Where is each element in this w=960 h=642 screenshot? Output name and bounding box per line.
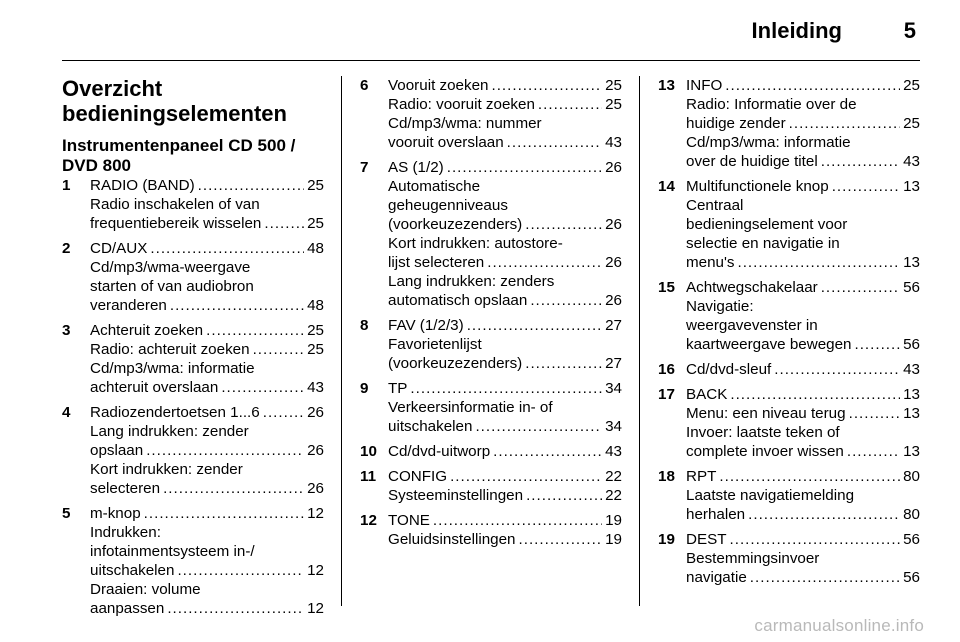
entry-text: INFO — [686, 77, 723, 94]
entry-number: 7 — [360, 159, 369, 176]
dot-leader — [467, 316, 602, 335]
dot-leader — [849, 404, 901, 423]
entry-text: frequentiebereik wisselen — [90, 215, 262, 232]
page-reference: 56 — [903, 336, 920, 353]
entry-line — [90, 378, 324, 397]
section-title-line: bedieningselementen — [62, 101, 287, 126]
entry-text: uitschakelen — [90, 562, 175, 579]
entry-line — [686, 278, 920, 297]
dot-leader — [450, 467, 602, 486]
entry-text: Draaien: volume — [90, 581, 201, 598]
dot-leader — [167, 599, 304, 618]
entry-line — [90, 441, 324, 460]
entry-text: navigatie — [686, 569, 747, 586]
page-reference: 12 — [307, 505, 324, 522]
page-reference: 27 — [605, 355, 622, 372]
dot-leader — [525, 354, 602, 373]
page-reference: 25 — [605, 96, 622, 113]
index-entry — [360, 467, 622, 505]
dot-leader — [854, 335, 900, 354]
entry-text: RPT — [686, 468, 717, 485]
entry-line — [90, 504, 324, 523]
entry-line — [388, 95, 622, 114]
entry-text: opslaan — [90, 442, 144, 459]
column-1 — [62, 76, 324, 624]
entry-line — [686, 486, 920, 505]
entry-text: Vooruit zoeken — [388, 77, 489, 94]
dot-leader — [725, 76, 900, 95]
entry-line — [388, 177, 622, 196]
entry-number: 15 — [658, 279, 675, 296]
entry-line — [686, 114, 920, 133]
page-reference: 25 — [307, 322, 324, 339]
dot-leader — [538, 95, 602, 114]
index-entry — [658, 177, 920, 272]
entry-line — [388, 316, 622, 335]
entry-line — [686, 215, 920, 234]
dot-leader — [144, 504, 304, 523]
entry-text: huidige zender — [686, 115, 786, 132]
page-reference: 26 — [605, 159, 622, 176]
page-reference: 19 — [605, 531, 622, 548]
entry-text: complete invoer wissen — [686, 443, 844, 460]
entry-text: DEST — [686, 531, 727, 548]
entry-text: Menu: een niveau terug — [686, 405, 846, 422]
entry-text: vooruit overslaan — [388, 134, 504, 151]
entry-text: Kort indrukken: zender — [90, 461, 243, 478]
entry-text: herhalen — [686, 506, 746, 523]
dot-leader — [730, 385, 900, 404]
dot-leader — [264, 214, 304, 233]
dot-leader — [221, 378, 304, 397]
index-entry — [62, 504, 324, 618]
entry-line — [90, 422, 324, 441]
index-entry — [62, 321, 324, 397]
entry-number: 9 — [360, 380, 369, 397]
page-reference: 26 — [605, 216, 622, 233]
page-reference: 25 — [903, 77, 920, 94]
page-reference: 34 — [605, 418, 622, 435]
entry-number: 2 — [62, 240, 71, 257]
dot-leader — [206, 321, 304, 340]
dot-leader — [253, 340, 305, 359]
dot-leader — [832, 177, 900, 196]
dot-leader — [507, 133, 602, 152]
dot-leader — [177, 561, 304, 580]
entry-line — [388, 234, 622, 253]
entry-line — [90, 460, 324, 479]
dot-leader — [433, 511, 602, 530]
entry-line — [90, 561, 324, 580]
dot-leader — [410, 379, 602, 398]
entry-number: 16 — [658, 361, 675, 378]
dot-leader — [525, 215, 602, 234]
entry-text: Cd/dvd-sleuf — [686, 361, 772, 378]
entry-line — [90, 599, 324, 618]
page-reference: 13 — [903, 178, 920, 195]
entry-line — [388, 379, 622, 398]
entry-text: Invoer: laatste teken of — [686, 424, 840, 441]
page-reference: 19 — [605, 512, 622, 529]
index-entry — [658, 530, 920, 587]
entry-number: 13 — [658, 77, 675, 94]
entry-number: 17 — [658, 386, 675, 403]
entry-line — [388, 530, 622, 549]
page-reference: 43 — [605, 134, 622, 151]
entry-text: geheugenniveaus — [388, 197, 508, 214]
page-reference: 80 — [903, 506, 920, 523]
entry-line — [686, 133, 920, 152]
page-reference: 26 — [307, 442, 324, 459]
dot-leader — [146, 441, 304, 460]
dot-leader — [719, 467, 900, 486]
entry-line — [90, 340, 324, 359]
page-reference: 26 — [605, 292, 622, 309]
entry-text: Radiozendertoetsen 1...6 — [90, 404, 260, 421]
entry-text: automatisch opslaan — [388, 292, 528, 309]
index-entry — [658, 360, 920, 379]
entry-text: Automatische — [388, 178, 481, 195]
page-reference: 34 — [605, 380, 622, 397]
entry-number: 18 — [658, 468, 675, 485]
page-header — [0, 0, 960, 60]
header-divider — [62, 60, 920, 61]
entry-line — [388, 467, 622, 486]
index-entry — [360, 511, 622, 549]
page-reference: 22 — [605, 468, 622, 485]
entry-line — [90, 239, 324, 258]
page-reference: 25 — [903, 115, 920, 132]
column-3 — [658, 76, 920, 593]
dot-leader — [821, 152, 900, 171]
dot-leader — [493, 442, 602, 461]
entry-text: Laatste navigatiemelding — [686, 487, 855, 504]
entry-number: 1 — [62, 177, 71, 194]
entry-text: FAV (1/2/3) — [388, 317, 464, 334]
index-entry — [360, 76, 622, 152]
page-reference: 26 — [605, 254, 622, 271]
page-reference: 12 — [307, 562, 324, 579]
entry-text: bedieningselement voor — [686, 216, 848, 233]
dot-leader — [750, 568, 900, 587]
entry-text: TONE — [388, 512, 430, 529]
entry-text: aanpassen — [90, 600, 165, 617]
column-divider — [341, 76, 342, 606]
page-reference: 12 — [307, 600, 324, 617]
entry-text: AS (1/2) — [388, 159, 444, 176]
entry-line — [90, 542, 324, 561]
column-divider — [639, 76, 640, 606]
entry-text: Centraal — [686, 197, 744, 214]
subsection-title-line: Instrumentenpaneel CD 500 / — [62, 136, 296, 155]
entry-line — [388, 215, 622, 234]
entry-text: Indrukken: — [90, 524, 161, 541]
page-reference: 25 — [307, 177, 324, 194]
index-entry — [360, 158, 622, 310]
entry-line — [90, 258, 324, 277]
entry-text: Systeeminstellingen — [388, 487, 524, 504]
entry-line — [686, 568, 920, 587]
page-reference: 13 — [903, 405, 920, 422]
index-entry — [360, 442, 622, 461]
entry-text: (voorkeuzezenders) — [388, 216, 523, 233]
index-entry — [62, 176, 324, 233]
dot-leader — [263, 403, 304, 422]
dot-leader — [748, 505, 900, 524]
dot-leader — [847, 442, 900, 461]
index-entry — [658, 76, 920, 171]
entry-text: kaartweergave bewegen — [686, 336, 852, 353]
index-entry — [658, 278, 920, 354]
entry-number: 4 — [62, 404, 71, 421]
entry-text: Cd/dvd-uitworp — [388, 443, 491, 460]
entry-line — [90, 296, 324, 315]
entry-text: achteruit overslaan — [90, 379, 219, 396]
page-reference: 56 — [903, 569, 920, 586]
entry-text: (voorkeuzezenders) — [388, 355, 523, 372]
entry-line — [686, 467, 920, 486]
section-title-line: Overzicht — [62, 76, 163, 101]
dot-leader — [491, 76, 602, 95]
entry-line — [388, 335, 622, 354]
watermark: carmanualsonline.info — [754, 616, 924, 635]
entry-number: 14 — [658, 178, 675, 195]
entry-number: 11 — [360, 468, 377, 485]
dot-leader — [447, 158, 602, 177]
entry-text: Multifunctionele knop — [686, 178, 829, 195]
entry-line — [686, 505, 920, 524]
entry-text: Radio inschakelen of van — [90, 196, 260, 213]
page-reference: 56 — [903, 279, 920, 296]
entry-line — [686, 196, 920, 215]
page-reference: 48 — [307, 240, 324, 257]
entry-line — [686, 423, 920, 442]
entry-text: lijst selecteren — [388, 254, 485, 271]
index-entry — [360, 316, 622, 373]
entry-text: Verkeersinformatie in- of — [388, 399, 553, 416]
entry-text: TP — [388, 380, 408, 397]
page-reference: 43 — [903, 153, 920, 170]
column-2 — [360, 76, 622, 555]
page-reference: 13 — [903, 254, 920, 271]
entry-line — [686, 76, 920, 95]
entry-line — [686, 530, 920, 549]
index-entry — [62, 239, 324, 315]
entry-text: selectie en navigatie in — [686, 235, 840, 252]
entry-text: Cd/mp3/wma: nummer — [388, 115, 542, 132]
entry-text: Geluidsinstellingen — [388, 531, 516, 548]
entry-line — [388, 76, 622, 95]
dot-leader — [150, 239, 304, 258]
entry-text: weergavevenster in — [686, 317, 818, 334]
page-reference: 27 — [605, 317, 622, 334]
entry-number: 3 — [62, 322, 71, 339]
entry-text: veranderen — [90, 297, 167, 314]
entry-line — [388, 196, 622, 215]
dot-leader — [475, 417, 602, 436]
page-reference: 80 — [903, 468, 920, 485]
dot-leader — [526, 486, 602, 505]
entry-line — [90, 321, 324, 340]
entry-text: Radio: Informatie over de — [686, 96, 857, 113]
entry-text: starten of van audiobron — [90, 278, 254, 295]
entry-line — [686, 404, 920, 423]
dot-leader — [774, 360, 900, 379]
entry-text: Favorietenlijst — [388, 336, 482, 353]
page-reference: 43 — [605, 443, 622, 460]
entry-number: 8 — [360, 317, 369, 334]
entry-number: 5 — [62, 505, 71, 522]
entry-line — [686, 177, 920, 196]
entry-text: infotainmentsysteem in-/ — [90, 543, 255, 560]
entry-text: Cd/mp3/wma-weergave — [90, 259, 251, 276]
entry-line — [90, 277, 324, 296]
index-entry — [62, 403, 324, 498]
entry-line — [90, 195, 324, 214]
entry-line — [686, 442, 920, 461]
entry-line — [388, 486, 622, 505]
entry-line — [686, 360, 920, 379]
index-entry — [360, 379, 622, 436]
entry-line — [388, 291, 622, 310]
entry-text: Lang indrukken: zender — [90, 423, 249, 440]
entry-number: 12 — [360, 512, 377, 529]
entry-line — [90, 359, 324, 378]
entry-text: uitschakelen — [388, 418, 473, 435]
entry-line — [686, 549, 920, 568]
entry-line — [90, 479, 324, 498]
entry-text: CONFIG — [388, 468, 448, 485]
dot-leader — [730, 530, 901, 549]
subsection-title-line: DVD 800 — [62, 156, 131, 175]
entry-line — [90, 403, 324, 422]
entry-line — [388, 253, 622, 272]
index-entry — [658, 385, 920, 461]
entry-text: Cd/mp3/wma: informatie — [686, 134, 851, 151]
dot-leader — [163, 479, 304, 498]
page-reference: 26 — [307, 404, 324, 421]
entry-text: m-knop — [90, 505, 141, 522]
entry-number: 19 — [658, 531, 675, 548]
entry-text: menu's — [686, 254, 735, 271]
dot-leader — [487, 253, 602, 272]
entry-line — [388, 133, 622, 152]
page-reference: 25 — [605, 77, 622, 94]
dot-leader — [519, 530, 603, 549]
entry-line — [388, 398, 622, 417]
entry-text: Navigatie: — [686, 298, 754, 315]
entry-text: selecteren — [90, 480, 161, 497]
entry-line — [686, 95, 920, 114]
dot-leader — [737, 253, 900, 272]
entry-text: Cd/mp3/wma: informatie — [90, 360, 255, 377]
dot-leader — [170, 296, 304, 315]
entry-list — [62, 176, 324, 618]
page-reference: 48 — [307, 297, 324, 314]
page-reference: 22 — [605, 487, 622, 504]
entry-text: over de huidige titel — [686, 153, 818, 170]
entry-text: Achteruit zoeken — [90, 322, 204, 339]
dot-leader — [198, 176, 304, 195]
entry-text: BACK — [686, 386, 728, 403]
page-reference: 43 — [307, 379, 324, 396]
entry-line — [388, 511, 622, 530]
entry-line — [388, 442, 622, 461]
entry-line — [686, 297, 920, 316]
entry-line — [388, 417, 622, 436]
chapter-title: Inleiding — [751, 18, 842, 43]
entry-text: Achtwegschakelaar — [686, 279, 818, 296]
entry-line — [686, 234, 920, 253]
page-reference: 25 — [307, 215, 324, 232]
entry-line — [686, 316, 920, 335]
entry-text: CD/AUX — [90, 240, 148, 257]
entry-line — [686, 253, 920, 272]
index-entry — [658, 467, 920, 524]
entry-line — [686, 385, 920, 404]
page-reference: 25 — [307, 341, 324, 358]
dot-leader — [530, 291, 602, 310]
page-reference: 56 — [903, 531, 920, 548]
dot-leader — [789, 114, 900, 133]
entry-line — [90, 580, 324, 599]
entry-line — [686, 335, 920, 354]
entry-line — [90, 214, 324, 233]
entry-list — [658, 76, 920, 587]
page-reference: 13 — [903, 443, 920, 460]
entry-line — [90, 523, 324, 542]
entry-line — [90, 176, 324, 195]
entry-text: Bestemmingsinvoer — [686, 550, 820, 567]
subsection-title — [62, 136, 324, 176]
entry-text: Lang indrukken: zenders — [388, 273, 555, 290]
page-reference: 26 — [307, 480, 324, 497]
entry-number: 10 — [360, 443, 377, 460]
entry-text: Radio: achteruit zoeken — [90, 341, 250, 358]
page-reference: 43 — [903, 361, 920, 378]
dot-leader — [821, 278, 900, 297]
entry-text: RADIO (BAND) — [90, 177, 195, 194]
page-number: 5 — [903, 18, 916, 43]
page-reference: 13 — [903, 386, 920, 403]
entry-list — [360, 76, 622, 549]
entry-line — [388, 354, 622, 373]
entry-text: Radio: vooruit zoeken — [388, 96, 535, 113]
section-title — [62, 76, 324, 126]
entry-line — [388, 114, 622, 133]
entry-number: 6 — [360, 77, 369, 94]
entry-line — [388, 158, 622, 177]
entry-line — [686, 152, 920, 171]
entry-text: Kort indrukken: autostore- — [388, 235, 563, 252]
entry-line — [388, 272, 622, 291]
